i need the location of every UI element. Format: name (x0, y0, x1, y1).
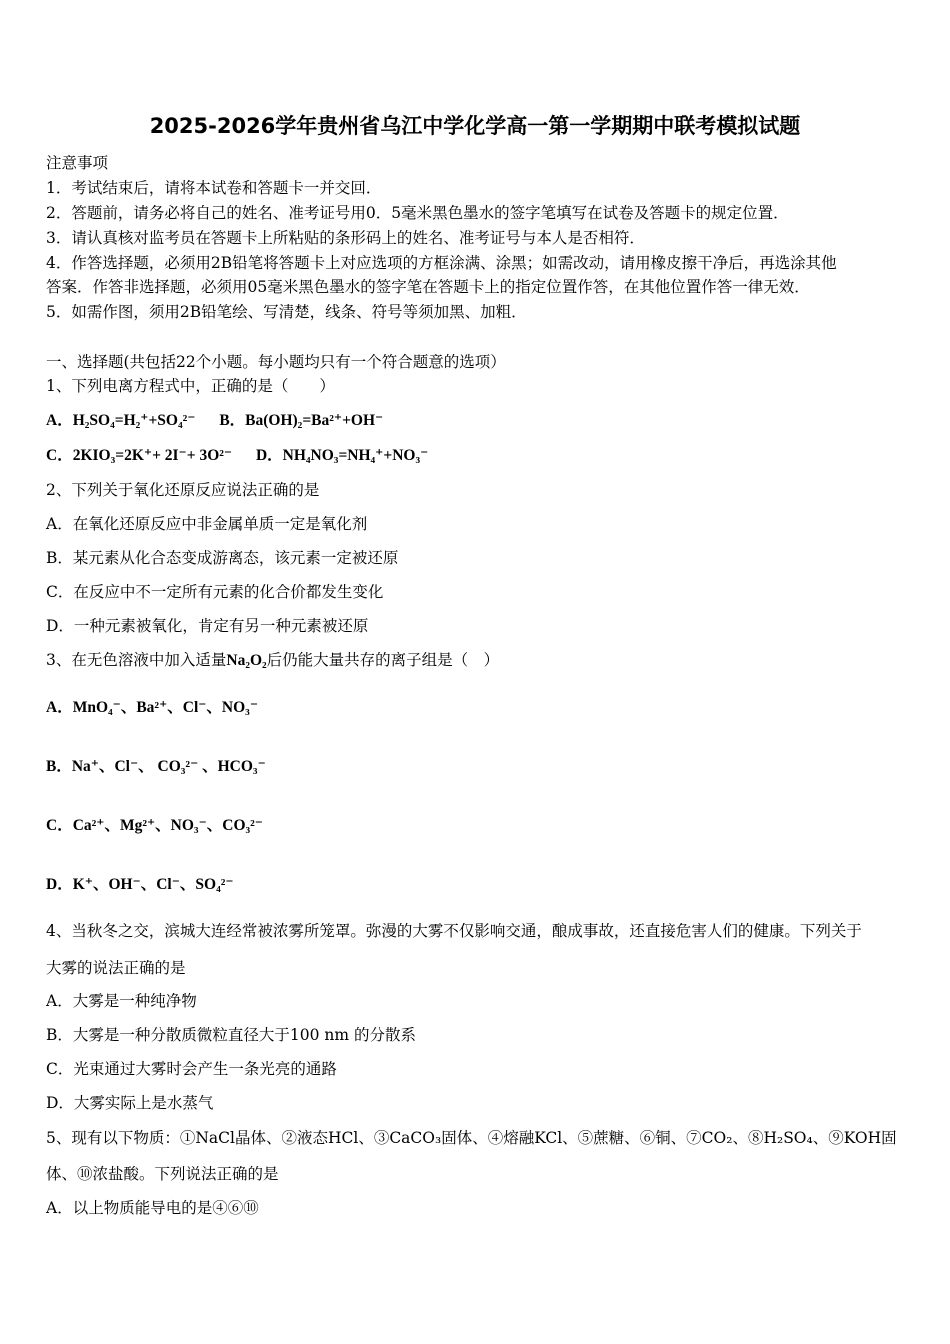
q2-option-d: D．一种元素被氧化，肯定有另一种元素被还原 (46, 617, 369, 635)
q1-a-label: A． (46, 412, 73, 429)
q3-c-label: C． (46, 817, 73, 834)
q2-option-a: A．在氧化还原反应中非金属单质一定是氧化剂 (46, 515, 368, 533)
q3-stem-pre: 3、在无色溶液中加入适量 (46, 651, 227, 669)
q3-option-c-row (46, 815, 263, 836)
q3-stem (46, 650, 499, 671)
q4-option-b: B．大雾是一种分散质微粒直径大于100 nm 的分散系 (46, 1026, 417, 1044)
q3-d-label: D． (46, 876, 73, 893)
q1-c-label: C． (46, 447, 73, 464)
q3-option-c: Ca²⁺、Mg²⁺、NO₃⁻、CO₃²⁻ (72, 817, 263, 834)
q3-option-d: K⁺、OH⁻、Cl⁻、SO₄²⁻ (72, 876, 234, 893)
notice-item-3: 3．请认真核对监考员在答题卡上所粘贴的条形码上的姓名、准考证号与本人是否相符． (46, 229, 645, 247)
q1-option-d: NH₄NO₃=NH₄⁺+NO₃⁻ (282, 447, 429, 464)
q5-stem-line-2: 体、⑩浓盐酸。下列说法正确的是 (46, 1165, 279, 1183)
q1-options-ab (46, 410, 383, 431)
notice-item-4-cont: 答案．作答非选择题，必须用05毫米黑色墨水的签字笔在答题卡上的指定位置作答，在其他位置作答一律无效． (46, 278, 810, 296)
q1-d-label: D． (255, 447, 283, 464)
q1-option-b: Ba(OH)₂=Ba²⁺+OH⁻ (245, 412, 384, 429)
q2-option-b: B．某元素从化合态变成游离态，该元素一定被还原 (46, 549, 399, 567)
q5-stem-line-1: 5、现有以下物质：①NaCl晶体、②液态HCl、③CaCO₃固体、④熔融KCl、⑤蔗糖、⑥铜、⑦CO₂、⑧H₂SO₄、⑨KOH固 (46, 1129, 897, 1147)
q1-stem: 1、下列电离方程式中，正确的是（ ） (46, 377, 335, 395)
exam-title: 2025-2026学年贵州省乌江中学化学高一第一学期期中联考模拟试题 (149, 114, 801, 138)
q4-option-a: A．大雾是一种纯净物 (46, 992, 197, 1010)
q3-option-a-row (46, 697, 258, 718)
q3-option-b-row (46, 756, 266, 777)
q1-option-c: 2KIO₃=2K⁺+ 2I⁻+ 3O²⁻ (72, 447, 233, 464)
q3-stem-post: 后仍能大量共存的离子组是（ ） (266, 651, 500, 669)
q3-option-b: Na⁺、Cl⁻、 CO₃²⁻ 、HCO₃⁻ (71, 758, 266, 775)
q4-stem-line-1: 4、当秋冬之交，滨城大连经常被浓雾所笼罩。弥漫的大雾不仅影响交通，酿成事故，还直接危害人们的健康。下列关于 (46, 922, 862, 940)
q4-option-c: C．光束通过大雾时会产生一条光亮的通路 (46, 1060, 337, 1078)
q5-option-a: A．以上物质能导电的是④⑥⑩ (46, 1199, 259, 1217)
q2-option-c: C．在反应中不一定所有元素的化合价都发生变化 (46, 583, 384, 601)
q3-b-label: B． (46, 758, 72, 775)
q1-option-a: H₂SO₄=H₂⁺+SO₄²⁻ (72, 412, 196, 429)
notice-item-2: 2．答题前，请务必将自己的姓名、准考证号用0．5毫米黑色墨水的签字笔填写在试卷及答题卡的规定位置． (46, 204, 789, 222)
notice-heading: 注意事项 (46, 154, 109, 172)
notice-item-1: 1．考试结束后，请将本试卷和答题卡一并交回． (46, 179, 382, 197)
notice-item-5: 5．如需作图，须用2B铅笔绘、写清楚，线条、符号等须加黑、加粗． (46, 303, 527, 321)
q3-stem-chem: Na₂O₂ (226, 652, 267, 669)
q4-option-d: D．大雾实际上是水蒸气 (46, 1094, 214, 1112)
section-heading: 一、选择题(共包括22个小题。每小题均只有一个符合题意的选项） (46, 353, 506, 371)
q4-stem-line-2: 大雾的说法正确的是 (46, 959, 186, 977)
q3-a-label: A． (46, 699, 73, 716)
q2-stem: 2、下列关于氧化还原反应说法正确的是 (46, 481, 320, 499)
q1-b-label: B． (219, 412, 246, 429)
q3-option-a: MnO₄⁻、Ba²⁺、Cl⁻、NO₃⁻ (72, 699, 259, 716)
q3-option-d-row (46, 874, 234, 895)
notice-item-4: 4．作答选择题，必须用2B铅笔将答题卡上对应选项的方框涂满、涂黑；如需改动，请用橡皮擦干净后，再选涂其他 (46, 254, 837, 272)
q1-options-cd (46, 445, 428, 466)
